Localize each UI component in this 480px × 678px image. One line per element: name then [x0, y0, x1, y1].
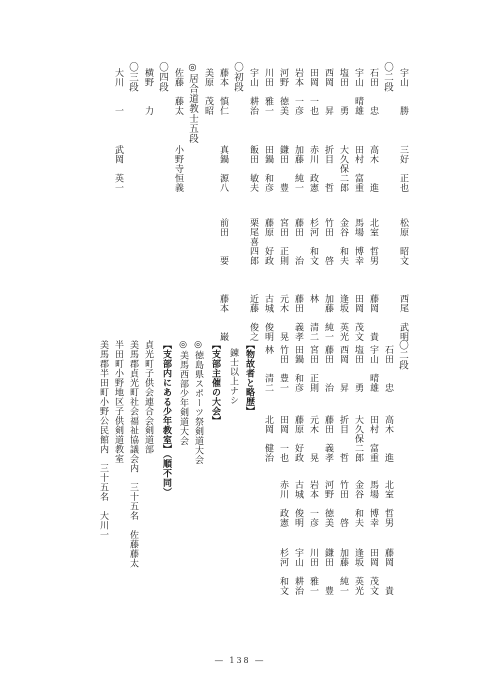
top-column-text: 竹田 啓: [323, 218, 333, 266]
bottom-column-text: 藤原 好政: [293, 415, 303, 463]
bottom-column-text: 田鍋 和彦: [293, 345, 303, 393]
bottom-column-text: 【物故者と略歴】: [244, 340, 254, 416]
bottom-column-text: 馬場 博幸: [368, 480, 378, 528]
bottom-column-text: 宮田 正則: [308, 345, 318, 393]
top-column-text: 馬場 博幸: [353, 218, 363, 266]
top-column-text: 松原 昭文: [398, 218, 408, 266]
bottom-column-text: 林 清二: [263, 345, 273, 393]
top-column-text: 鎌田 豊: [278, 145, 288, 193]
bottom-column-text: 藤田 治: [323, 345, 333, 393]
top-column-text: 加藤 純一: [293, 145, 303, 193]
bottom-column-text: 【支部主催の大会】: [210, 340, 220, 426]
bottom-column-text: 加藤 純一: [338, 548, 348, 596]
top-column-text: 藤本 巌: [218, 294, 228, 342]
bottom-column-text: 川田 雅一: [308, 548, 318, 596]
bottom-column-text: 北岡 健治: [263, 415, 273, 463]
top-column-text: 石田 忠: [368, 68, 378, 116]
bottom-column-text: 高木 進: [383, 415, 393, 463]
bottom-column-text: 宇山 耕治: [293, 548, 303, 596]
top-column-text: 宇山 勝: [398, 68, 408, 116]
bottom-column-text: 田村 富重: [368, 415, 378, 463]
top-column-text: 金谷 和夫: [338, 218, 348, 266]
bottom-column-text: 田岡 一也: [278, 415, 288, 463]
bottom-column-text: 折目 哲: [338, 415, 348, 463]
bottom-column-text: 藤岡 貴: [383, 548, 393, 596]
top-column-text: 河野 徳美: [278, 68, 288, 116]
bottom-column-text: 塩田 勇: [353, 345, 363, 393]
page-number: ― 138 ―: [214, 656, 266, 665]
top-column-text: 藤田 治: [293, 218, 303, 266]
top-column-text: 杉河 和文: [308, 218, 318, 266]
top-column-text: 折目 哲: [323, 145, 333, 193]
top-column-text: 大久保二郎: [338, 145, 348, 193]
top-column-text: 飯田 敏夫: [248, 145, 258, 193]
top-column-text: 藤本 慎仁: [218, 68, 228, 116]
top-column-text: 林 清二: [308, 294, 318, 342]
top-column-text: 藤田 義孝: [293, 294, 303, 342]
top-column-text: 北室 哲男: [368, 218, 378, 266]
bottom-column-text: 半田町小野地区子供剣道教室: [113, 340, 123, 464]
bottom-column-text: ◎徳島県スポーツ祭剣道大会: [193, 340, 203, 465]
top-column-text: 大川 一: [113, 68, 123, 116]
top-column-text: 岩本 一彦: [293, 68, 303, 116]
bottom-column-text: 藤田 義孝: [323, 415, 333, 463]
top-column-text: 横野 力: [143, 68, 153, 116]
bottom-column-text: 田岡 茂文: [368, 548, 378, 596]
top-column-text: 加藤 純一: [323, 294, 333, 342]
bottom-column-text: 西岡 昇: [338, 345, 348, 393]
bottom-column-text: 元木 晃: [308, 415, 318, 463]
top-column-text: 宇山 耕治: [248, 68, 258, 116]
top-column-text: 宮田 正則: [278, 218, 288, 266]
top-column-text: 宇山 晴雄: [353, 68, 363, 116]
bottom-column-text: 竹田 啓: [338, 480, 348, 528]
bottom-column-text: 古城 俊明: [293, 480, 303, 528]
top-column-text: 栗尾喜四郎: [248, 218, 258, 266]
bottom-column-text: 竹田 豊一: [278, 345, 288, 393]
bottom-column-text: 宇山 晴雄: [368, 345, 378, 393]
top-column-text: 藤岡 貴: [368, 294, 378, 342]
top-column-text: 〇初段: [232, 62, 243, 92]
top-column-text: 三好 正也: [398, 145, 408, 193]
top-column-text: 田村 富重: [353, 145, 363, 193]
bottom-column-text: 美馬郡貞光町社会福祉協議会内 三十五名 佐藤藤太: [128, 340, 138, 568]
top-column-text: 近藤 俊之: [248, 294, 258, 342]
top-column-text: 小野寺恒義: [173, 145, 183, 193]
top-column-text: 西尾 武明: [398, 294, 408, 342]
bottom-column-text: 美馬郡半田町小野公民館内 三十五名 大川一: [98, 340, 108, 540]
top-column-text: 〇二段: [382, 62, 393, 92]
bottom-column-text: 大久保二郎: [353, 415, 363, 463]
top-column-text: 藤原 好政: [263, 218, 273, 266]
top-column-text: 佐藤 藤太: [173, 68, 183, 116]
top-column-text: 真鍋 源八: [218, 145, 228, 193]
bottom-column-text: 石田 忠: [383, 345, 393, 393]
bottom-column-text: 【支部内にある少年教室】（順不同）: [161, 340, 171, 497]
bottom-column-text: 岩本 一彦: [308, 480, 318, 528]
top-column-text: ◎居合道教士五段: [187, 62, 198, 144]
top-column-text: 元木 晃: [278, 294, 288, 342]
top-column-text: 田岡 一也: [308, 68, 318, 116]
bottom-column-text: 〇二段: [397, 340, 408, 370]
bottom-column-text: ◎美馬西部少年剣道大会: [178, 340, 188, 446]
bottom-column-text: 河野 徳美: [323, 480, 333, 528]
top-column-text: 田鍋 和彦: [263, 145, 273, 193]
top-column-text: 田岡 茂文: [353, 294, 363, 342]
bottom-column-text: 北室 哲男: [383, 480, 393, 528]
bottom-column-text: 金谷 和夫: [353, 480, 363, 528]
bottom-column-text: 杉河 和文: [278, 548, 288, 596]
bottom-column-text: 赤川 政憲: [278, 480, 288, 528]
bottom-column-text: 逢坂 英光: [353, 548, 363, 596]
top-column-text: 美原 茂昭: [203, 68, 213, 116]
top-column-text: 川田 雅一: [263, 68, 273, 116]
top-column-text: 西岡 昇: [323, 68, 333, 116]
top-column-text: 高木 進: [368, 145, 378, 193]
top-column-text: 武岡 英一: [113, 145, 123, 193]
top-column-text: 塩田 勇: [338, 68, 348, 116]
top-column-text: 前田 要: [218, 218, 228, 266]
bottom-column-text: 貞光町子供会連合会剣道部: [143, 340, 153, 454]
top-column-text: 〇四段: [157, 62, 168, 92]
bottom-column-text: 鎌田 豊: [323, 548, 333, 596]
top-column-text: 逢坂 英光: [338, 294, 348, 342]
top-column-text: 〇三段: [127, 62, 138, 92]
bottom-column-text: 錬士以上ナシ: [228, 348, 238, 405]
top-column-text: 古城 俊明: [263, 294, 273, 342]
top-column-text: 赤川 政憲: [308, 145, 318, 193]
